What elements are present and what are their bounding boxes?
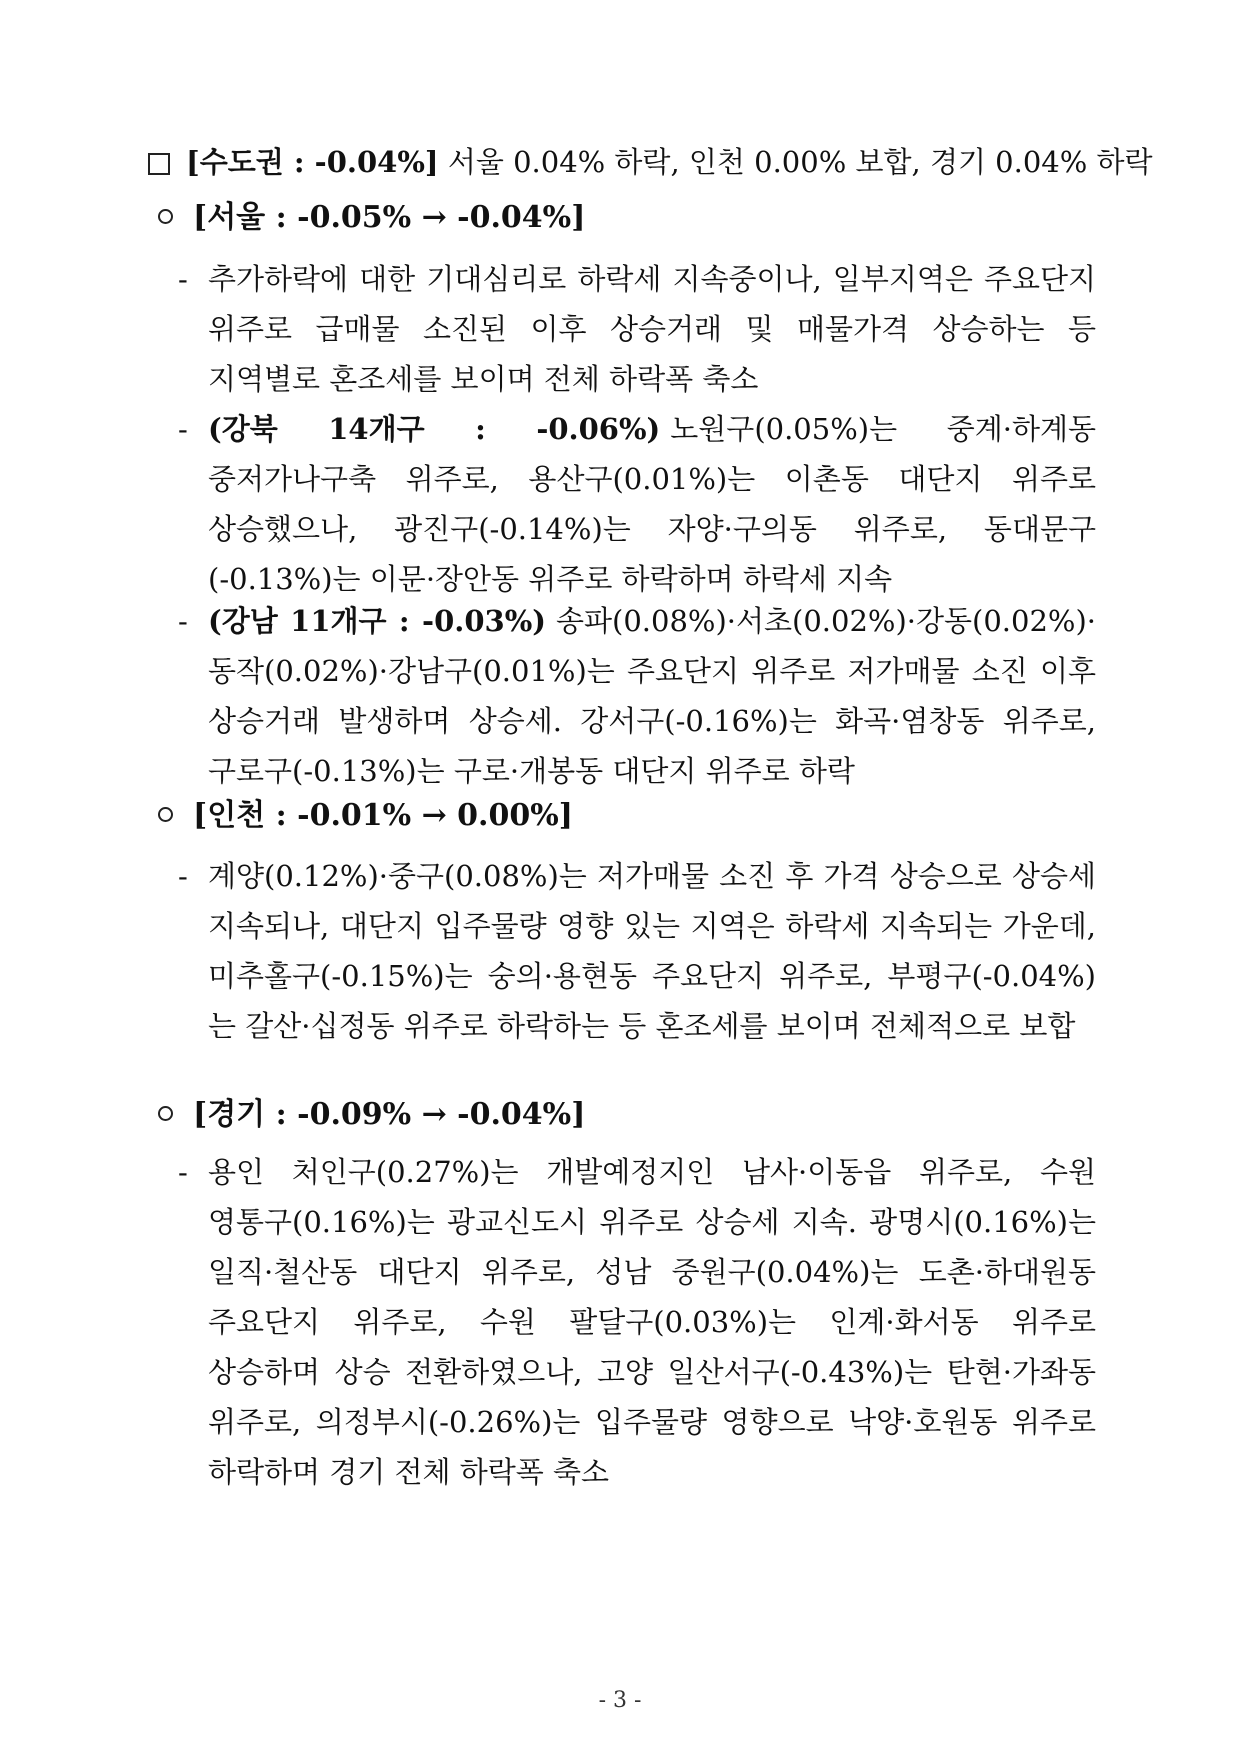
- gyeonggi-heading-text: [경기 : -0.09% → -0.04%]: [193, 1097, 586, 1132]
- circle-bullet-icon: [158, 1106, 173, 1121]
- seoul-heading-text: [서울 : -0.05% → -0.04%]: [193, 200, 586, 235]
- checkbox-icon: [148, 153, 170, 175]
- list-item: [178, 254, 1096, 404]
- list-item: [178, 851, 1096, 1051]
- dash-bullet: -: [178, 412, 188, 446]
- section-heading-seoul: [158, 196, 585, 240]
- list-item: [178, 596, 1096, 796]
- metro-area-label: [수도권 : -0.04%]: [186, 145, 439, 179]
- incheon-heading-text: [인천 : -0.01% → 0.00%]: [193, 798, 573, 833]
- dash-bullet: -: [178, 859, 188, 893]
- item-text: 계양(0.12%)·중구(0.08%)는 저가매물 소진 후 가격 상승으로 상승세 지속되나, 대단지 입주물량 영향 있는 지역은 하락세 지속되는 가운데, 미추홀구(-0.15%)는 숭의·용현동 주요단지 위주로, 부평구(-0.04%)는 갈산·십정동 위주로 하락하는 등 혼조세를 보이며 전체적으로 보합: [208, 859, 1096, 1043]
- metro-area-text: 서울 0.04% 하락, 인천 0.00% 보합, 경기 0.04% 하락: [447, 145, 1153, 179]
- page-number: - 3 -: [598, 1688, 642, 1713]
- item-text: 송파(0.08%)·서초(0.02%)·강동(0.02%)·동작(0.02%)·강남구(0.01%)는 주요단지 위주로 저가매물 소진 이후 상승거래 발생하며 상승세. 강서구(-0.16%)는 화곡·염창동 위주로, 구로구(-0.13%)는 구로·개봉동 대단지 위주로 하락: [208, 604, 1096, 788]
- dash-bullet: -: [178, 1155, 188, 1189]
- circle-bullet-icon: [158, 807, 173, 822]
- item-text: 노원구(0.05%)는 중계·하계동 중저가나구축 위주로, 용산구(0.01%)는 이촌동 대단지 위주로 상승했으나, 광진구(-0.14%)는 자양·구의동 위주로, 동대문구(-0.13%)는 이문·장안동 위주로 하락하며 하락세 지속: [208, 412, 1096, 596]
- item-text: 추가하락에 대한 기대심리로 하락세 지속중이나, 일부지역은 주요단지 위주로 급매물 소진된 이후 상승거래 및 매물가격 상승하는 등 지역별로 혼조세를 보이며 전체 하락폭 축소: [208, 262, 1096, 396]
- metro-area-summary: [148, 140, 1153, 184]
- section-heading-gyeonggi: [158, 1093, 585, 1137]
- section-heading-incheon: [158, 794, 573, 838]
- item-label: (강북 14개구 : -0.06%): [208, 412, 661, 446]
- circle-bullet-icon: [158, 209, 173, 224]
- dash-bullet: -: [178, 262, 188, 296]
- dash-bullet: -: [178, 604, 188, 638]
- list-item: [178, 404, 1096, 604]
- list-item: [178, 1147, 1096, 1497]
- item-label: (강남 11개구 : -0.03%): [208, 604, 546, 638]
- item-text: 용인 처인구(0.27%)는 개발예정지인 남사·이동읍 위주로, 수원 영통구(0.16%)는 광교신도시 위주로 상승세 지속. 광명시(0.16%)는 일직·철산동 대단지 위주로, 성남 중원구(0.04%)는 도촌·하대원동 주요단지 위주로, 수원 팔달구(0.03%)는 인계·화서동 위주로 상승하며 상승 전환하였으나, 고양 일산서구(-0.43%)는 탄현·가좌동 위주로, 의정부시(-0.26%)는 입주물량 영향으로 낙양·호원동 위주로 하락하며 경기 전체 하락폭 축소: [208, 1155, 1096, 1489]
